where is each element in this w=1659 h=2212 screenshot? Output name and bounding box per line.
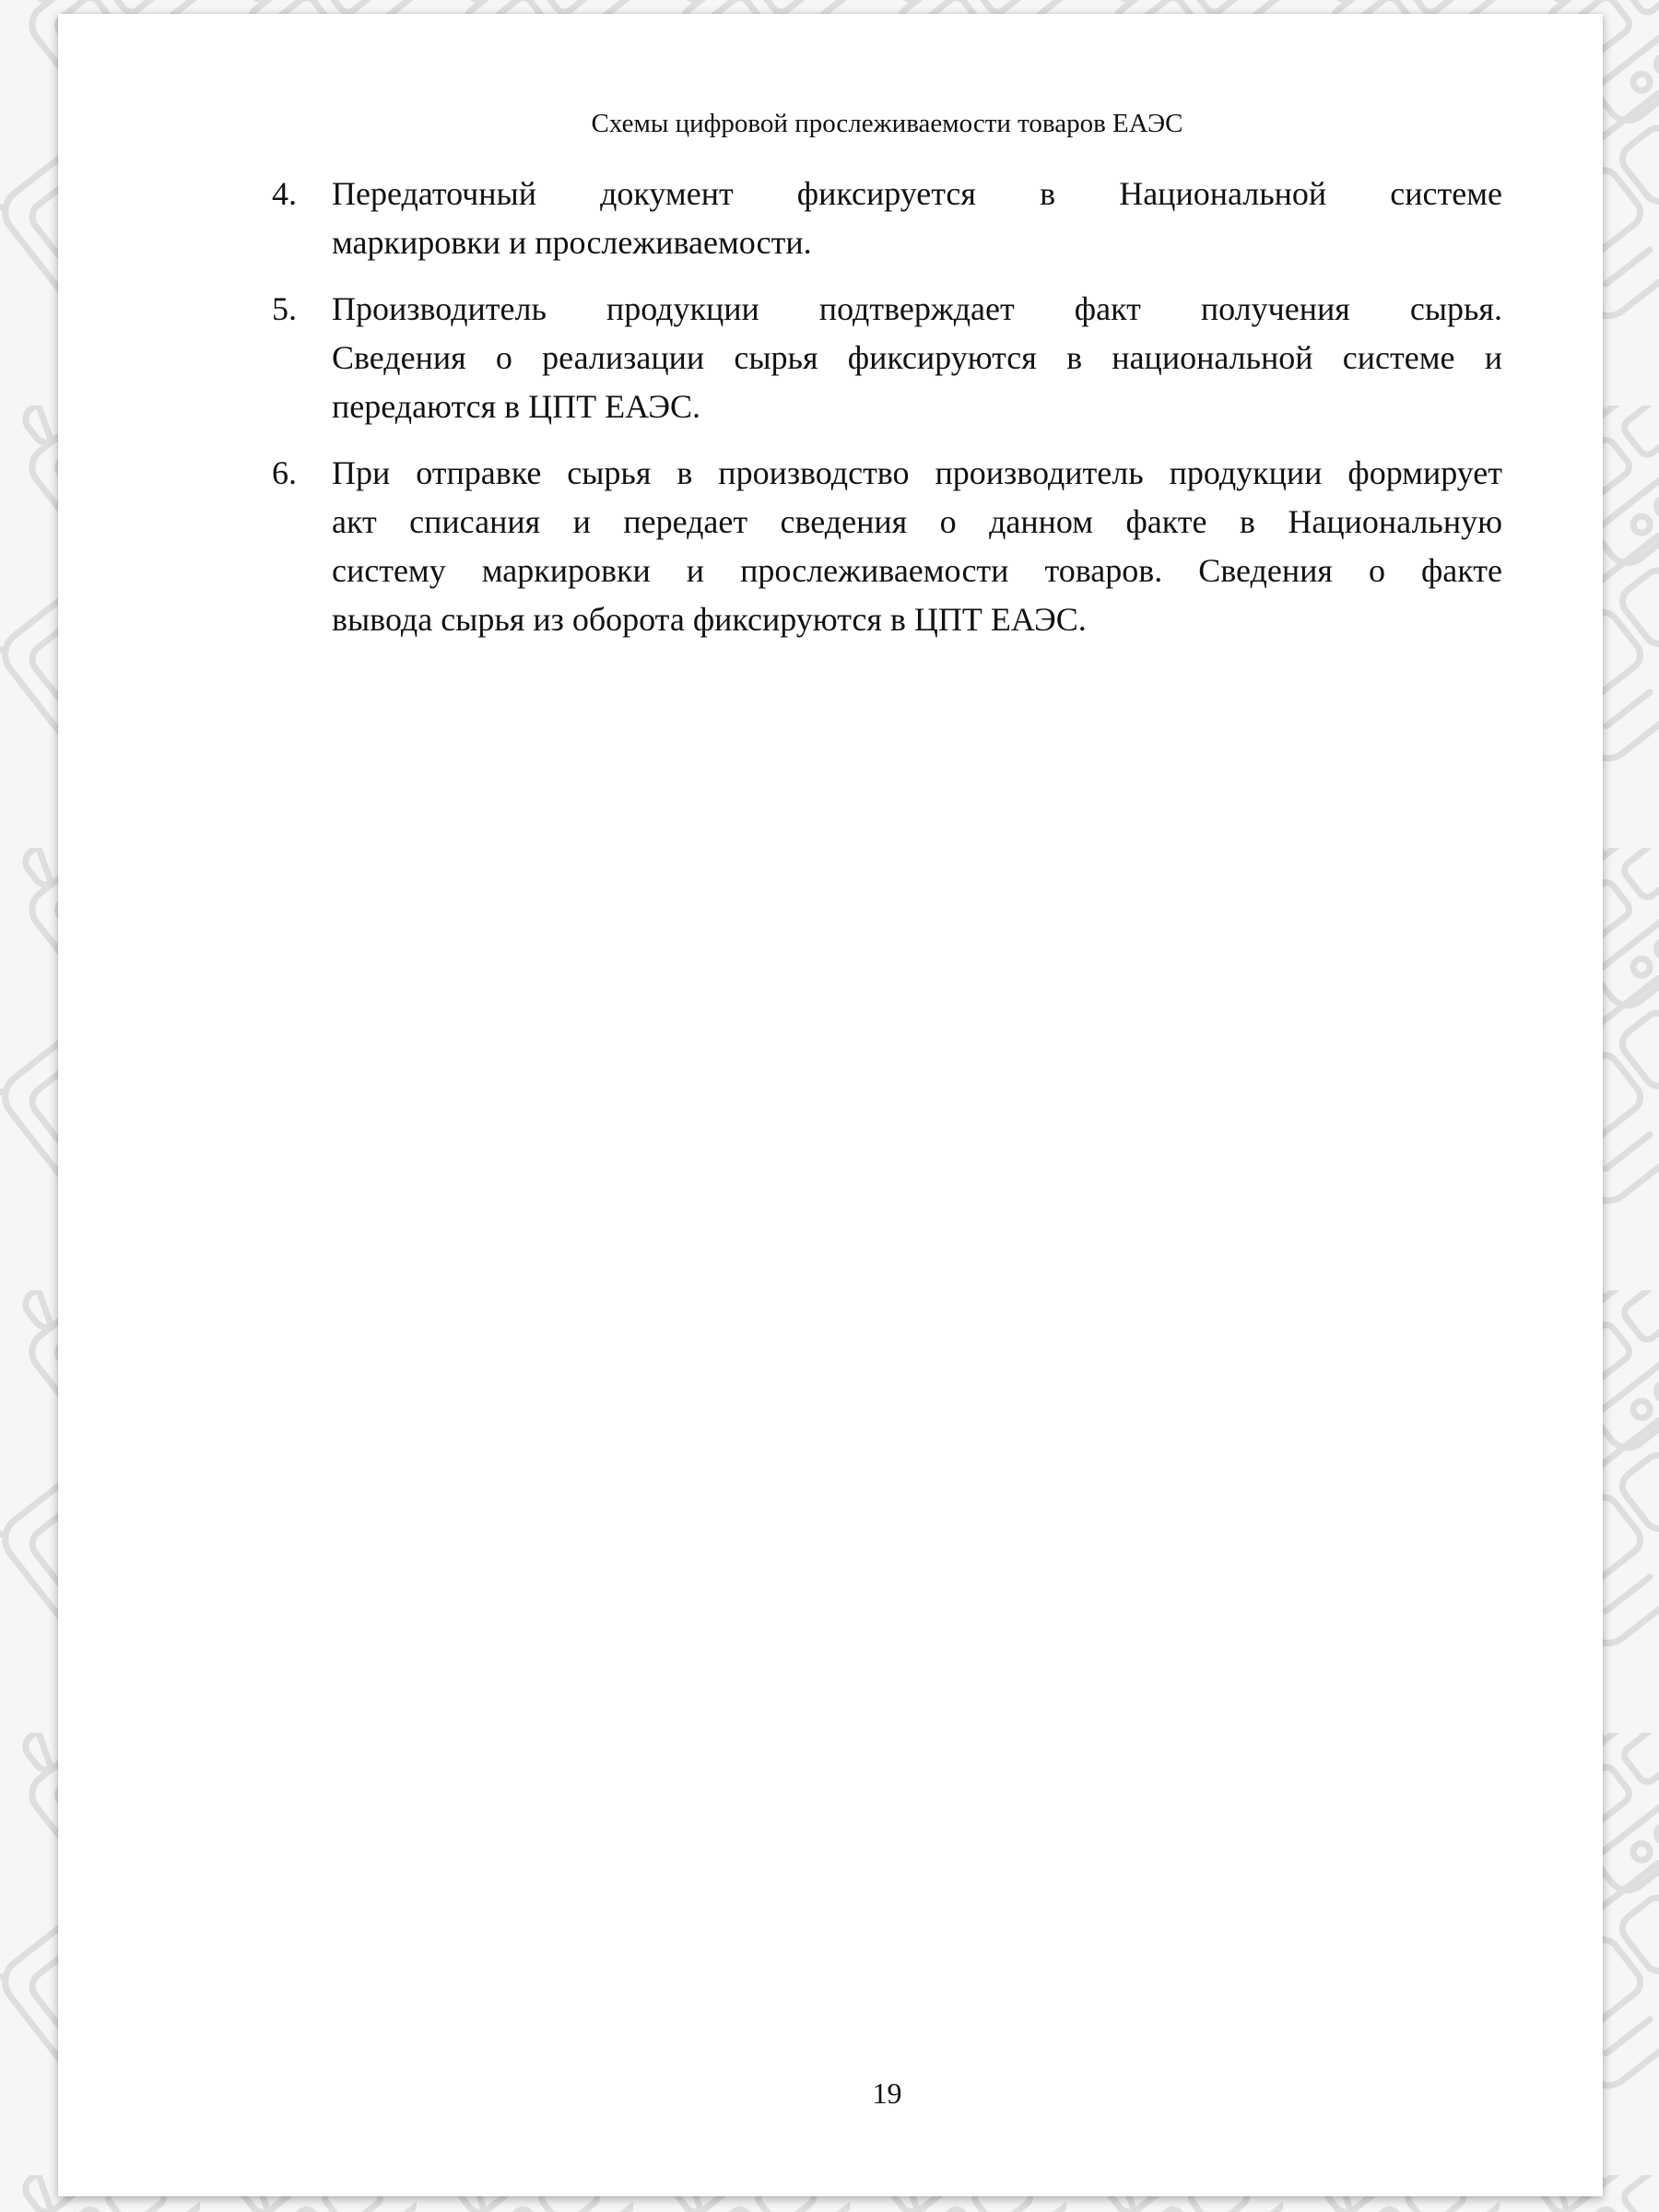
list-item [272, 285, 1502, 431]
list-item-text [332, 285, 1502, 431]
text-line: Производитель продукции подтверждает факт получения сырья. [332, 290, 1502, 327]
page-number: 19 [872, 2077, 902, 2110]
text-line: вывода сырья из оборота фиксируются в ЦПТ ЕАЭС. [332, 601, 1087, 638]
text-line: акт списания и передает сведения о данном факте в Национальную [332, 503, 1502, 540]
list-item-text [332, 449, 1502, 644]
text-line: систему маркировки и прослеживаемости товаров. Сведения о факте [332, 552, 1502, 589]
list-item [272, 449, 1502, 644]
numbered-list [272, 170, 1502, 644]
list-item-text [332, 170, 1502, 267]
page-content [272, 14, 1502, 662]
list-item [272, 170, 1502, 267]
document-page [58, 14, 1603, 2196]
text-line: передаются в ЦПТ ЕАЭС. [332, 388, 701, 425]
running-header: Схемы цифровой прослеживаемости товаров ЕАЭС [591, 109, 1183, 138]
text-line: Передаточный документ фиксируется в Национальной системе [332, 175, 1502, 212]
list-item-number: 6. [272, 454, 297, 491]
list-item-number: 4. [272, 175, 297, 212]
list-item-number: 5. [272, 290, 297, 327]
text-line: Сведения о реализации сырья фиксируются в национальной системе и [332, 339, 1502, 376]
text-line: маркировки и прослеживаемости. [332, 224, 812, 261]
text-line: При отправке сырья в производство производитель продукции формирует [332, 454, 1502, 491]
